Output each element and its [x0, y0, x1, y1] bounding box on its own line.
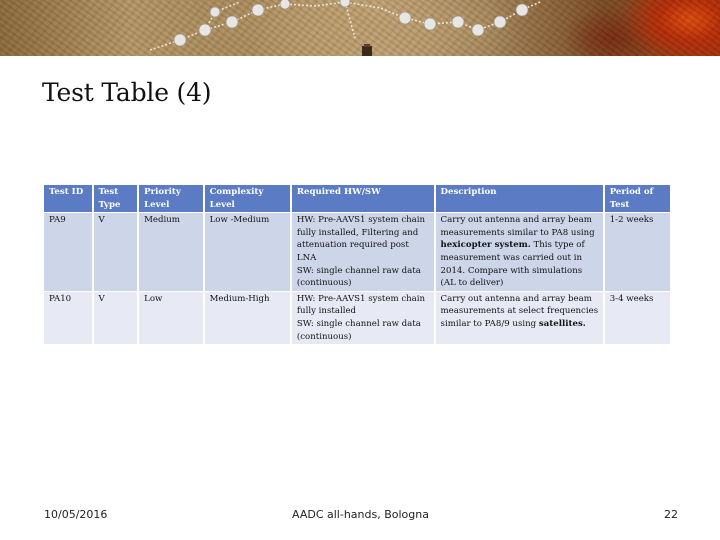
cell-period: 3-4 weeks	[605, 291, 670, 344]
description-text: Carry out antenna and array beam measurements similar to PA8 using	[440, 215, 595, 238]
header-description: Description	[436, 185, 603, 212]
page-number: 22	[664, 508, 678, 521]
header-required-hw-sw: Required HW/SW	[292, 185, 434, 212]
table-header-row	[44, 185, 670, 212]
cell-test-id: PA9	[44, 212, 92, 291]
cell-priority: Low	[139, 291, 202, 344]
table-row	[44, 212, 670, 291]
cell-test-type: V	[94, 291, 138, 344]
footer-event: AADC all-hands, Bologna	[292, 508, 429, 521]
header-test-id: Test ID	[44, 185, 92, 212]
cell-description	[436, 212, 603, 291]
slide-title: Test Table (4)	[42, 78, 212, 107]
cell-complexity: Medium-High	[205, 291, 290, 344]
decorative-banner	[0, 0, 720, 56]
description-text: This type of measurement was carried out in 2014. Compare with simulations (AL to deliver)	[440, 240, 585, 289]
description-text: Carry out antenna and array beam measurements at select frequencies similar to PA8/9 using	[440, 293, 599, 329]
header-period-of-test: Period of Test	[605, 185, 670, 212]
cell-complexity: Low -Medium	[205, 212, 290, 291]
cell-test-type: V	[94, 212, 138, 291]
cell-description	[436, 291, 603, 344]
cell-test-id: PA10	[44, 291, 92, 344]
header-complexity-level: Complexity Level	[205, 185, 290, 212]
cell-priority: Medium	[139, 212, 202, 291]
header-test-type: Test Type	[94, 185, 138, 212]
description-emphasis: satellites.	[538, 318, 586, 329]
cell-required-hw-sw: HW: Pre-AAVS1 system chain fully installed SW: single channel raw data (continuous)	[292, 291, 434, 344]
description-emphasis: hexicopter system.	[440, 240, 531, 251]
header-priority-level: Priority Level	[139, 185, 202, 212]
test-table	[42, 185, 672, 344]
cell-required-hw-sw: HW: Pre-AAVS1 system chain fully installed, Filtering and attenuation required post LNA SW: single channel raw data (continuous)	[292, 212, 434, 291]
footer-date: 10/05/2016	[44, 508, 108, 521]
table-row	[44, 291, 670, 344]
cell-period: 1-2 weeks	[605, 212, 670, 291]
dotted-network-graphic	[0, 0, 720, 56]
